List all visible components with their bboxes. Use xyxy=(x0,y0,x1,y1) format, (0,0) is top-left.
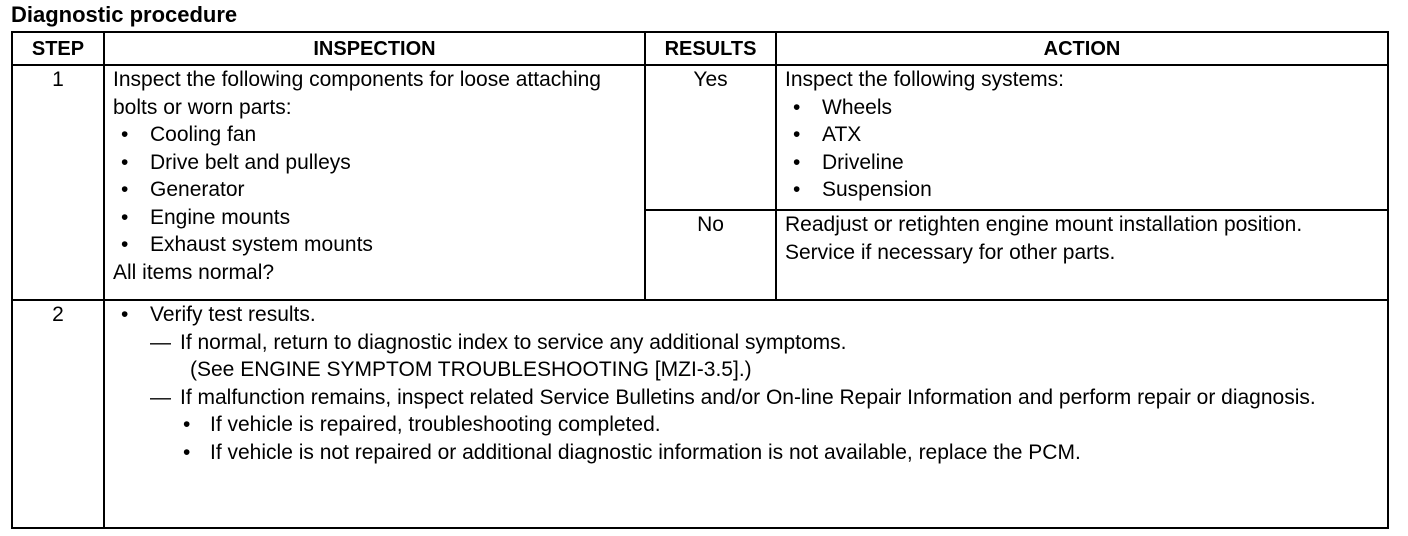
step-2-number: 2 xyxy=(12,300,104,528)
step-1-systems-list xyxy=(785,94,1379,204)
list-item: • Engine mounts xyxy=(113,204,636,232)
header-results: RESULTS xyxy=(645,32,776,65)
header-action: ACTION xyxy=(776,32,1388,65)
step-2-if-malfunction-item xyxy=(150,384,1379,412)
step-2-verify: • Verify test results. xyxy=(113,301,1379,329)
step-1-result-yes: Yes xyxy=(645,65,776,210)
step-1-action-no-line2: Service if necessary for other parts. xyxy=(785,240,1116,264)
list-item: • Wheels xyxy=(785,94,1379,122)
step-2-if-malfunction: If malfunction remains, inspect related Service Bulletins and/or On-line Repair Information and perform repair or diagnosis. xyxy=(180,385,1316,409)
step-1-result-no: No xyxy=(645,210,776,300)
step-1-action-no-line1: Readjust or retighten engine mount installation position. xyxy=(785,213,1303,236)
dash-mark: — xyxy=(150,330,171,354)
step-2-if-normal-item xyxy=(150,329,1379,357)
step-1-action-no xyxy=(776,210,1388,300)
step-1-action-yes-intro: Inspect the following systems: xyxy=(785,68,1064,91)
step-1-component-list xyxy=(113,121,636,259)
step-1-inspection-intro: Inspect the following components for loose attaching bolts or worn parts: xyxy=(113,68,601,119)
diagnostic-procedure-table xyxy=(11,31,1389,529)
header-step: STEP xyxy=(12,32,104,65)
list-item: • If vehicle is not repaired or additional diagnostic information is not available, replace the PCM. xyxy=(173,439,1379,467)
step-2-sub-list xyxy=(173,411,1379,466)
list-item: • Driveline xyxy=(785,149,1379,177)
step-2-list xyxy=(113,301,1379,329)
page-title: Diagnostic procedure xyxy=(11,2,238,27)
step-2-content xyxy=(104,300,1388,528)
list-item: • Suspension xyxy=(785,176,1379,204)
list-item: • ATX xyxy=(785,121,1379,149)
step-1-inspection xyxy=(104,65,645,300)
list-item: • Exhaust system mounts xyxy=(113,231,636,259)
step-2-row xyxy=(12,300,1388,528)
list-item: • Generator xyxy=(113,176,636,204)
step-1-yes-row xyxy=(12,65,1388,210)
list-item: • Drive belt and pulleys xyxy=(113,149,636,177)
list-item: • Cooling fan xyxy=(113,121,636,149)
step-1-number: 1 xyxy=(12,65,104,300)
header-inspection: INSPECTION xyxy=(104,32,645,65)
step-2-see-note: (See ENGINE SYMPTOM TROUBLESHOOTING [MZI-3.5].) xyxy=(190,358,752,381)
step-2-if-normal: If normal, return to diagnostic index to service any additional symptoms. xyxy=(180,330,847,354)
dash-mark: — xyxy=(150,385,171,409)
list-item: • If vehicle is repaired, troubleshooting completed. xyxy=(173,411,1379,439)
step-1-question: All items normal? xyxy=(113,260,275,284)
table-header-row xyxy=(12,32,1388,65)
step-1-action-yes xyxy=(776,65,1388,210)
